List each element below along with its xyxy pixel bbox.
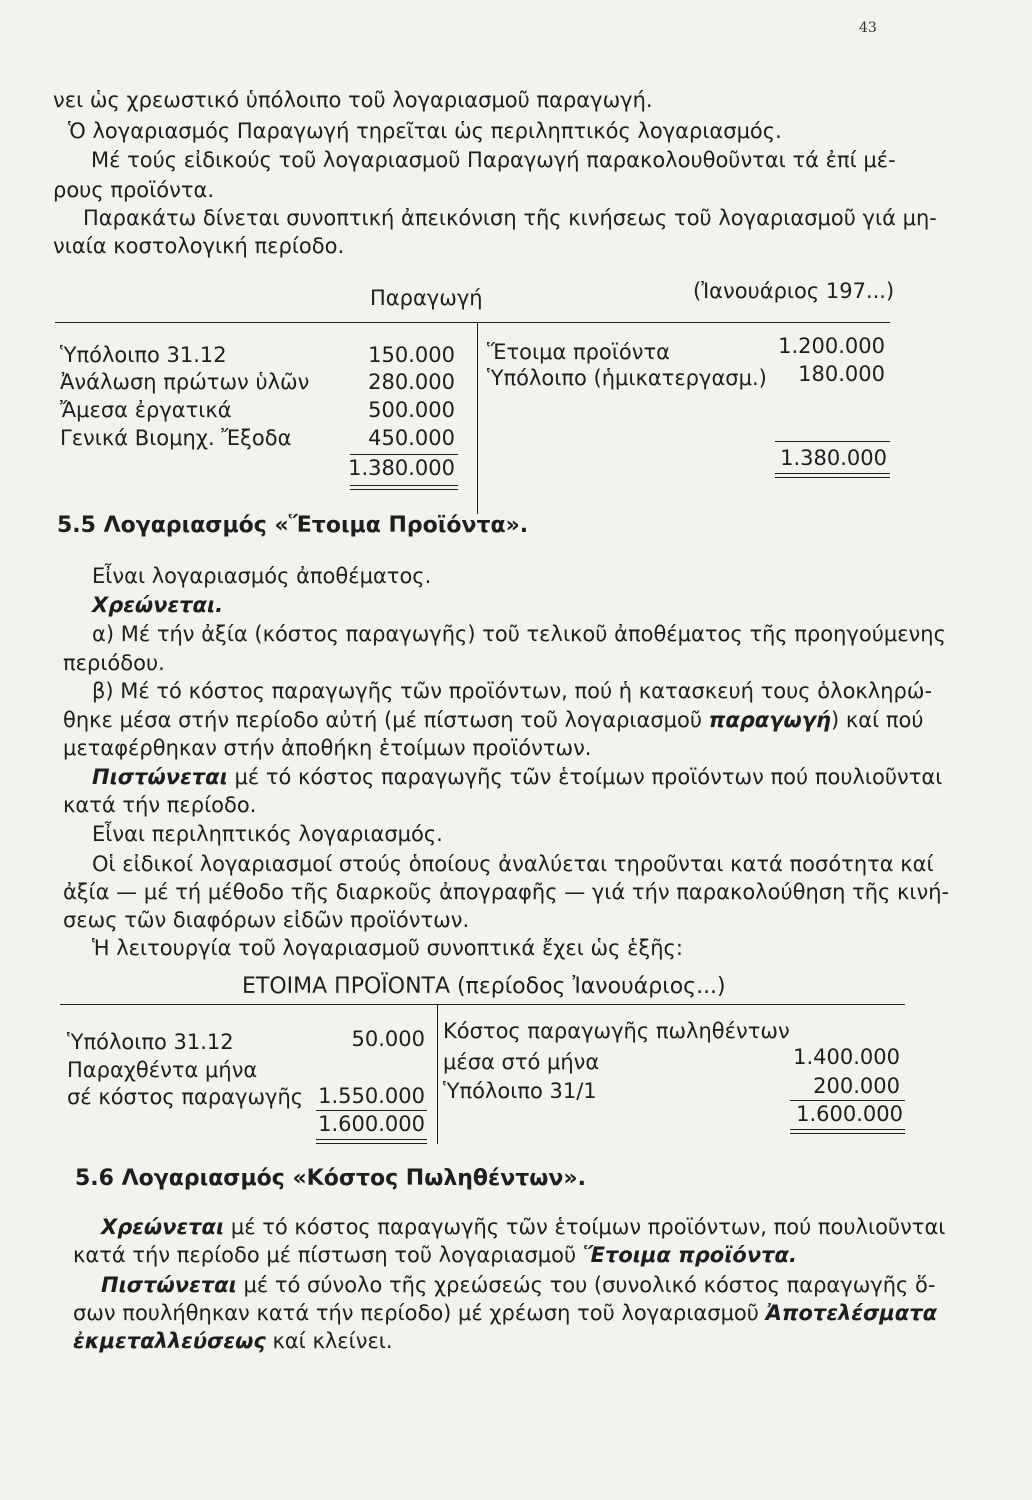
t-account-title: Παραγωγή — [370, 286, 483, 310]
text-run: μέ τό κόστος παραγωγῆς τῶν ἑτοίμων προϊόντων πού πουλιοῦνται — [227, 765, 943, 789]
text-line: α) Μέ τήν ἀξία (κόστος παραγωγῆς) τοῦ τελικοῦ ἀποθέματος τῆς προηγούμενης — [92, 622, 946, 646]
debit-label: Γενικά Βιομηχ. Ἔξοδα — [60, 426, 292, 450]
total-double-rule — [790, 1129, 905, 1134]
debit-amount: 500.000 — [368, 398, 455, 422]
text-run: καί κλείνει. — [265, 1329, 393, 1353]
t-account-divider — [477, 322, 478, 514]
text-line: σεως τῶν διαφόρων εἰδῶν προϊόντων. — [63, 908, 470, 932]
text-line: μεταφέρθηκαν στήν ἀποθήκη ἑτοίμων προϊόντων. — [63, 736, 592, 760]
text-line — [101, 1272, 935, 1298]
credit-total: 1.380.000 — [780, 446, 887, 470]
text-run: σων πουλήθηκαν κατά τήν περίοδο) μέ χρέωση τοῦ λογαριασμοῦ — [73, 1301, 766, 1325]
section-heading: 5.5 Λογαριασμός «Ἕτοιμα Προϊόντα». — [57, 513, 529, 538]
text-line — [73, 1328, 393, 1354]
text-run: μέ τό σύνολο τῆς χρεώσεώς του (συνολικό κόστος παραγωγῆς ὅ- — [236, 1273, 936, 1297]
text-run: ) καί πού — [831, 708, 924, 732]
section-heading: 5.6 Λογαριασμός «Κόστος Πωληθέντων». — [75, 1166, 586, 1191]
text-line: Εἶναι λογαριασμός ἀποθέματος. — [92, 564, 432, 588]
text-line: Εἶναι περιληπτικός λογαριασμός. — [92, 822, 443, 846]
credit-label: Ἕτοιμα προϊόντα — [487, 340, 670, 364]
total-double-rule — [775, 473, 890, 478]
debit-amount: 450.000 — [368, 426, 455, 450]
debit-label: Ἄμεσα ἐργατικά — [60, 398, 232, 422]
debit-total: 1.380.000 — [348, 456, 455, 480]
credit-label: Ὑπόλοιπο 31/1 — [443, 1079, 597, 1103]
text-line — [101, 1214, 945, 1240]
debit-amount: 150.000 — [368, 343, 455, 367]
credit-label: Κόστος παραγωγῆς πωληθέντων — [443, 1019, 790, 1043]
t-account-divider — [437, 1004, 438, 1144]
credit-amount: 200.000 — [813, 1074, 900, 1098]
t-account-title: ΕΤΟΙΜΑ ΠΡΟΪΟΝΤΑ (περίοδος Ἰανουάριος...) — [242, 974, 726, 999]
t-account-top-rule — [55, 322, 890, 323]
credit-total: 1.600.000 — [796, 1102, 903, 1126]
text-line: Ἡ λειτουργία τοῦ λογαριασμοῦ συνοπτικά ἔχει ὡς ἑξῆς: — [92, 936, 683, 960]
t-account-top-rule — [60, 1004, 905, 1005]
text-line: νιαία κοστολογική περίοδο. — [53, 234, 345, 258]
debit-amount: 1.550.000 — [318, 1084, 425, 1108]
debit-label: σέ κόστος παραγωγῆς — [67, 1085, 304, 1109]
text-line: β) Μέ τό κόστος παραγωγῆς τῶν προϊόντων, πού ἡ κατασκευή τους ὁλοκληρώ- — [92, 679, 933, 703]
text-run: θηκε μέσα στήν περίοδο αὐτή (μέ πίστωση τοῦ λογαριασμοῦ — [63, 708, 709, 732]
credit-label: μέσα στό μήνα — [443, 1050, 600, 1074]
debit-amount: 280.000 — [368, 370, 455, 394]
text-line: Ὁ λογαριασμός Παραγωγή τηρεῖται ὡς περιληπτικός λογαριασμός. — [68, 119, 782, 143]
debit-total: 1.600.000 — [318, 1112, 425, 1136]
text-line: κατά τήν περίοδο. — [63, 793, 257, 817]
text-line: ρους προϊόντα. — [53, 178, 214, 202]
text-line: νει ὡς χρεωστικό ὑπόλοιπο τοῦ λογαριασμοῦ παραγωγή. — [53, 88, 653, 112]
text-line: ἀξία — μέ τή μέθοδο τῆς διαρκοῦς ἀπογραφῆς — γιά τήν παρακολούθηση τῆς κινή- — [63, 880, 950, 904]
emphasis-text: Ἕτοιμα προϊόντα. — [582, 1243, 797, 1267]
credit-amount: 1.400.000 — [793, 1045, 900, 1069]
text-line: Μέ τούς εἰδικούς τοῦ λογαριασμοῦ Παραγωγή παρακολουθοῦνται τά ἐπί μέ- — [91, 148, 896, 172]
emphasis-text: Πιστώνεται — [92, 765, 228, 789]
text-line — [73, 1242, 797, 1268]
total-double-rule — [316, 1139, 427, 1144]
debit-amount: 50.000 — [351, 1027, 425, 1051]
text-run: κατά τήν περίοδο μέ πίστωση τοῦ λογαριασμοῦ — [73, 1243, 583, 1267]
credit-amount: 180.000 — [798, 362, 885, 386]
text-run: μέ τό κόστος παραγωγῆς τῶν ἑτοίμων προϊόντων, πού πουλιοῦνται — [224, 1215, 946, 1239]
debit-label: Ὑπόλοιπο 31.12 — [67, 1030, 234, 1054]
text-line — [63, 707, 924, 733]
credit-label: Ὑπόλοιπο (ἡμικατεργασμ.) — [487, 366, 767, 390]
emphasis-text: Ἀποτελέσματα — [765, 1301, 938, 1325]
text-line: Παρακάτω δίνεται συνοπτική ἀπεικόνιση τῆς κινήσεως τοῦ λογαριασμοῦ γιά μη- — [83, 206, 937, 230]
page-number: 43 — [859, 20, 877, 36]
debit-label: Ὑπόλοιπο 31.12 — [60, 343, 227, 367]
debit-label: Παραχθέντα μήνα — [67, 1058, 258, 1082]
text-line: περιόδου. — [63, 651, 165, 675]
total-double-rule — [350, 485, 458, 490]
text-line — [92, 764, 942, 790]
emphasis-text: παραγωγή — [708, 708, 832, 732]
text-line: Οἱ εἰδικοί λογαριασμοί στούς ὁποίους ἀναλύεται τηροῦνται κατά ποσότητα καί — [92, 852, 934, 876]
text-line — [73, 1300, 937, 1326]
t-account-period: (Ἰανουάριος 197...) — [693, 279, 895, 303]
emphasis-text: ἐκμεταλλεύσεως — [73, 1329, 266, 1353]
credit-amount: 1.200.000 — [778, 334, 885, 358]
debit-label: Ἀνάλωση πρώτων ὑλῶν — [60, 370, 310, 394]
emphasis-text: Χρεώνεται — [101, 1215, 225, 1239]
subtotal-rule — [775, 441, 890, 442]
text-line: Χρεώνεται. — [92, 593, 224, 617]
emphasis-text: Πιστώνεται — [101, 1273, 237, 1297]
